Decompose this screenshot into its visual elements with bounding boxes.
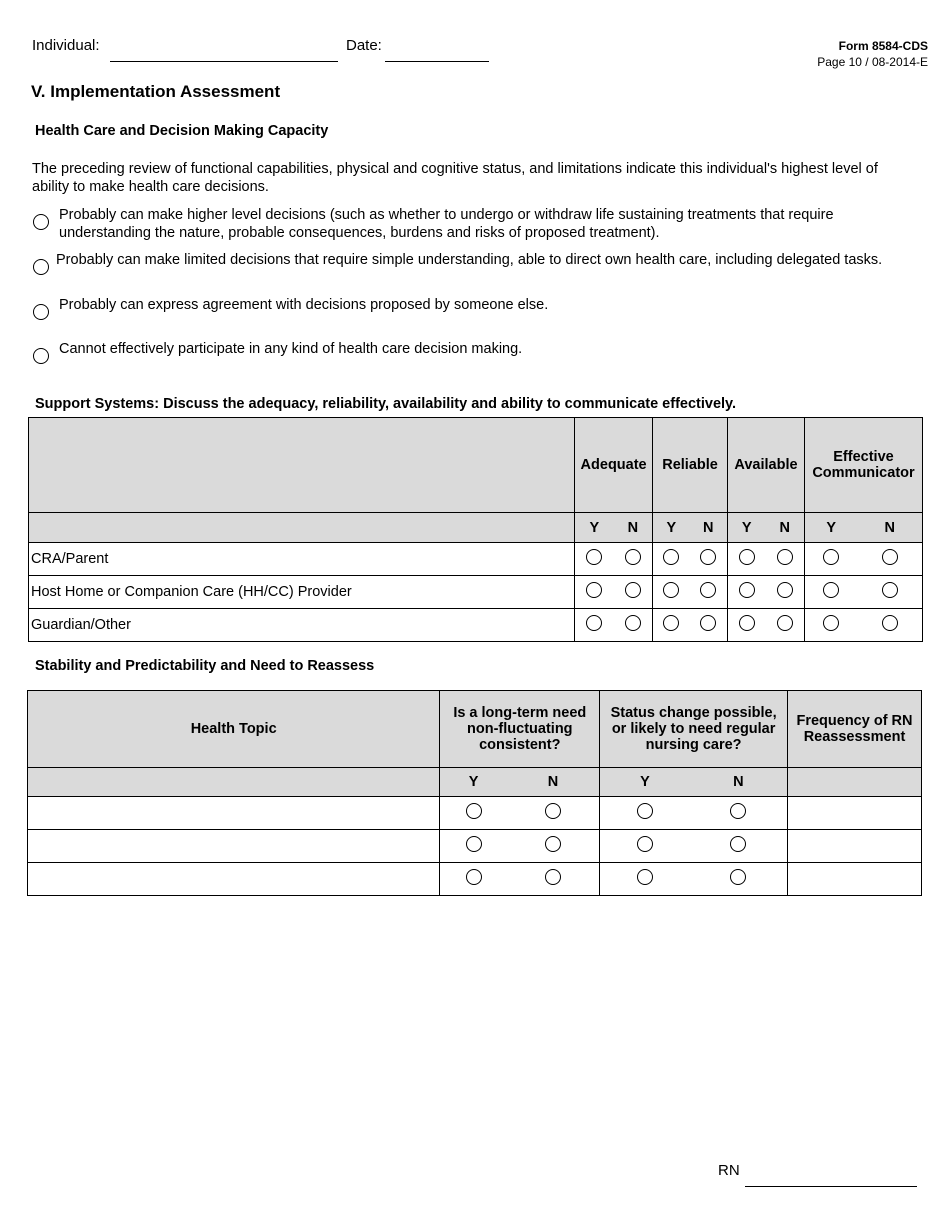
adequate-n-header: N (614, 513, 653, 543)
available-y-radio[interactable] (739, 582, 755, 598)
capacity-option-2-text: Probably can make limited decisions that require simple understanding, able to direct own health care, including delegated tasks. (56, 252, 883, 268)
health-topic-cell[interactable] (28, 863, 440, 896)
available-n-radio[interactable] (777, 582, 793, 598)
available-y-radio[interactable] (739, 615, 755, 631)
adequate-y-radio[interactable] (586, 549, 602, 565)
status-y-radio[interactable] (637, 836, 653, 852)
communicator-n-radio[interactable] (882, 549, 898, 565)
rn-label: RN (718, 1162, 740, 1179)
status-y-radio[interactable] (637, 803, 653, 819)
status-n-header: N (690, 768, 788, 797)
support-col-adequate: Adequate (575, 418, 653, 513)
longterm-n-radio[interactable] (545, 869, 561, 885)
adequate-y-radio[interactable] (586, 582, 602, 598)
health-topic-cell[interactable] (28, 830, 440, 863)
frequency-cell[interactable] (788, 830, 922, 863)
available-n-radio[interactable] (777, 549, 793, 565)
support-header-blank (29, 418, 575, 513)
communicator-n-radio[interactable] (882, 615, 898, 631)
stability-table (27, 690, 922, 896)
reliable-y-radio[interactable] (663, 615, 679, 631)
form-info (817, 38, 928, 70)
reliable-n-radio[interactable] (700, 549, 716, 565)
support-row-label: Host Home or Companion Care (HH/CC) Provider (29, 576, 575, 609)
communicator-y-header: Y (804, 513, 857, 543)
date-field[interactable] (385, 61, 489, 62)
support-subheader-blank (29, 513, 575, 543)
table-row (28, 863, 922, 896)
col-frequency: Frequency of RN Reassessment (788, 691, 922, 768)
support-col-communicator: Effective Communicator (804, 418, 922, 513)
reliable-y-radio[interactable] (663, 549, 679, 565)
communicator-y-radio[interactable] (823, 549, 839, 565)
col-health-topic: Health Topic (28, 691, 440, 768)
table-row (29, 576, 923, 609)
adequate-n-radio[interactable] (625, 582, 641, 598)
support-row-label: Guardian/Other (29, 609, 575, 642)
longterm-n-header: N (507, 768, 600, 797)
capacity-option-4-text: Cannot effectively participate in any kind of health care decision making. (59, 341, 523, 357)
frequency-cell[interactable] (788, 797, 922, 830)
longterm-y-radio[interactable] (466, 869, 482, 885)
capacity-option-1-text: Probably can make higher level decisions (such as whether to undergo or withdraw life sustaining treatments that require understanding the nature, probable consequences, burdens and risks of proposed treatment). (59, 207, 834, 241)
longterm-n-radio[interactable] (545, 803, 561, 819)
reliable-n-radio[interactable] (700, 582, 716, 598)
adequate-n-radio[interactable] (625, 615, 641, 631)
table-row (29, 609, 923, 642)
table-row (28, 797, 922, 830)
stability-title: Stability and Predictability and Need to Reassess (35, 658, 375, 674)
communicator-y-radio[interactable] (823, 615, 839, 631)
page-info: Page 10 / 08-2014-E (817, 55, 928, 69)
reliable-n-header: N (690, 513, 728, 543)
frequency-cell[interactable] (788, 863, 922, 896)
available-y-radio[interactable] (739, 549, 755, 565)
individual-field[interactable] (110, 61, 338, 62)
section-title: V. Implementation Assessment (31, 82, 281, 101)
stability-subheader-blank (28, 768, 440, 797)
status-n-radio[interactable] (730, 836, 746, 852)
available-n-radio[interactable] (777, 615, 793, 631)
adequate-y-radio[interactable] (586, 615, 602, 631)
available-n-header: N (766, 513, 805, 543)
capacity-option-3-radio[interactable] (33, 304, 49, 320)
reliable-y-radio[interactable] (663, 582, 679, 598)
longterm-n-radio[interactable] (545, 836, 561, 852)
capacity-title: Health Care and Decision Making Capacity (35, 123, 329, 139)
status-y-radio[interactable] (637, 869, 653, 885)
status-n-radio[interactable] (730, 803, 746, 819)
support-table (28, 417, 923, 642)
capacity-option-4-radio[interactable] (33, 348, 49, 364)
capacity-intro: The preceding review of functional capabilities, physical and cognitive status, and limitations indicate this individual's highest level of ability to make health care decisions. (32, 161, 878, 195)
adequate-n-radio[interactable] (625, 549, 641, 565)
communicator-y-radio[interactable] (823, 582, 839, 598)
health-topic-cell[interactable] (28, 797, 440, 830)
longterm-y-radio[interactable] (466, 803, 482, 819)
available-y-header: Y (728, 513, 766, 543)
individual-label: Individual: (32, 37, 100, 54)
communicator-n-radio[interactable] (882, 582, 898, 598)
capacity-option-1-radio[interactable] (33, 214, 49, 230)
table-row (28, 830, 922, 863)
capacity-option-2-radio[interactable] (33, 259, 49, 275)
support-title: Support Systems: Discuss the adequacy, reliability, availability and ability to communicate effectively. (35, 396, 737, 412)
support-row-label: CRA/Parent (29, 543, 575, 576)
status-y-header: Y (600, 768, 690, 797)
communicator-n-header: N (857, 513, 922, 543)
longterm-y-radio[interactable] (466, 836, 482, 852)
col-status-change: Status change possible, or likely to need regular nursing care? (600, 691, 788, 768)
col-longterm: Is a long-term need non-fluctuating consistent? (440, 691, 600, 768)
support-col-reliable: Reliable (653, 418, 728, 513)
adequate-y-header: Y (575, 513, 614, 543)
capacity-option-3-text: Probably can express agreement with decisions proposed by someone else. (59, 297, 549, 313)
support-col-available: Available (728, 418, 805, 513)
reliable-n-radio[interactable] (700, 615, 716, 631)
date-label: Date: (346, 37, 382, 54)
table-row (29, 543, 923, 576)
status-n-radio[interactable] (730, 869, 746, 885)
longterm-y-header: Y (440, 768, 507, 797)
frequency-subheader-blank (788, 768, 922, 797)
form-number: Form 8584-CDS (838, 39, 928, 53)
reliable-y-header: Y (653, 513, 690, 543)
rn-signature-field[interactable] (745, 1186, 917, 1187)
